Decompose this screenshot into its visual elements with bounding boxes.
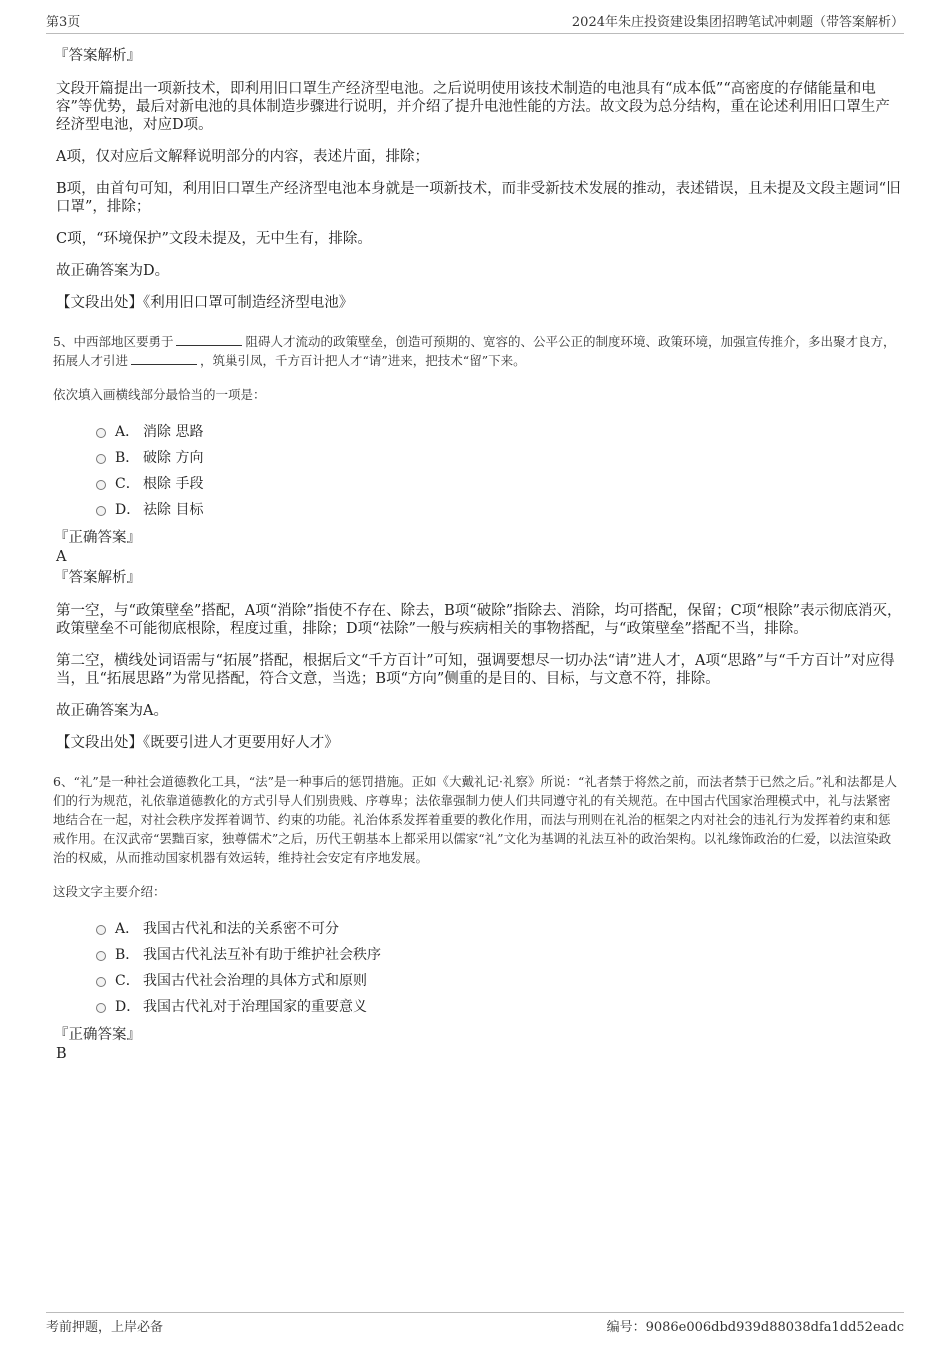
page-footer bbox=[46, 1312, 904, 1335]
q4-analysis-p5: 故正确答案为D。 bbox=[56, 263, 170, 279]
q6-answer-label: 『正确答案』 bbox=[54, 1027, 141, 1043]
radio-button[interactable] bbox=[96, 454, 106, 464]
q5-option-c[interactable]: C． 根除 手段 bbox=[96, 470, 902, 496]
radio-button[interactable] bbox=[96, 506, 106, 516]
q5-text-b: 阻碍人才流动的政策壁垒，创造可预期的、宽容的、公平公正的制度环境、政策环境，加强宣传推介，多出聚才良方，拓展人才引进 bbox=[53, 334, 896, 368]
document-id: 编号：9086e006dbd939d88038dfa1dd52eadc bbox=[606, 1320, 904, 1335]
q6-options bbox=[96, 915, 902, 1019]
q6-option-d[interactable]: D． 我国古代礼对于治理国家的重要意义 bbox=[96, 993, 902, 1019]
q5-blank-1 bbox=[176, 335, 242, 346]
q6-option-a[interactable]: A． 我国古代礼和法的关系密不可分 bbox=[96, 915, 902, 941]
q5-analysis-label: 『答案解析』 bbox=[54, 570, 141, 586]
q6-answer: B bbox=[56, 1046, 67, 1062]
q6-option-c[interactable]: C． 我国古代社会治理的具体方式和原则 bbox=[96, 967, 902, 993]
q5-option-a[interactable]: A． 消除 思路 bbox=[96, 418, 902, 444]
footer-slogan: 考前押题，上岸必备 bbox=[46, 1320, 164, 1335]
q5-option-d[interactable]: D． 祛除 目标 bbox=[96, 496, 902, 522]
q4-analysis-p2: A项，仅对应后文解释说明部分的内容，表述片面，排除； bbox=[56, 149, 429, 165]
q5-answer: A bbox=[56, 549, 67, 565]
q5-analysis-p3: 故正确答案为A。 bbox=[56, 703, 168, 719]
main-content bbox=[53, 46, 902, 1063]
radio-button[interactable] bbox=[96, 925, 106, 935]
radio-button[interactable] bbox=[96, 480, 106, 490]
q4-analysis-label: 『答案解析』 bbox=[54, 48, 141, 64]
page-header bbox=[46, 14, 904, 34]
q4-analysis-p3: B项，由首句可知，利用旧口罩生产经济型电池本身就是一项新技术，而非受新技术发展的推动，表述错误，且未提及文段主题词“旧口罩”，排除； bbox=[56, 181, 901, 215]
q5-question bbox=[53, 332, 902, 370]
radio-button[interactable] bbox=[96, 977, 106, 987]
q5-text-c: ，筑巢引凤，千方百计把人才“请”进来，把技术“留”下来。 bbox=[200, 353, 526, 368]
q5-analysis-p1: 第一空，与“政策壁垒”搭配，A项“消除”指使不存在、除去，B项“破除”指除去、消除，均可搭配，保留；C项“根除”表示彻底消灭，政策壁垒不可能彻底根除，程度过重，排除；D项“祛除”一般与疾病相关的事物搭配，与“政策壁垒”搭配不当，排除。 bbox=[56, 603, 902, 637]
q5-analysis-p2: 第二空，横线处词语需与“拓展”搭配，根据后文“千方百计”可知，强调要想尽一切办法“请”进人才，A项“思路”与“千方百计”对应得当，且“拓展思路”为常见搭配，符合文意，当选；B项“方向”侧重的是目的、目标，与文意不符，排除。 bbox=[56, 653, 895, 687]
q5-blank-2 bbox=[131, 354, 197, 365]
q4-analysis-p4: C项，“环境保护”文段未提及，无中生有，排除。 bbox=[56, 231, 372, 247]
radio-button[interactable] bbox=[96, 951, 106, 961]
q4-source: 【文段出处】《利用旧口罩可制造经济型电池》 bbox=[56, 295, 354, 311]
q5-options bbox=[96, 418, 902, 522]
q6-prompt: 这段文字主要介绍： bbox=[53, 884, 166, 899]
q5-prompt: 依次填入画横线部分最恰当的一项是： bbox=[53, 387, 266, 402]
q4-analysis-p1: 文段开篇提出一项新技术，即利用旧口罩生产经济型电池。之后说明使用该技术制造的电池具有“成本低”“高密度的存储能量和电容”等优势，最后对新电池的具体制造步骤进行说明，并介绍了提升电池性能的方法。故文段为总分结构，重在论述利用旧口罩生产经济型电池，对应D项。 bbox=[56, 81, 890, 133]
document-title: 2024年朱庄投资建设集团招聘笔试冲刺题（带答案解析） bbox=[571, 15, 904, 30]
q5-option-b[interactable]: B． 破除 方向 bbox=[96, 444, 902, 470]
page-number: 第3页 bbox=[46, 15, 81, 30]
q5-text-a: 5、中西部地区要勇于 bbox=[53, 334, 174, 349]
q5-source: 【文段出处】《既要引进人才更要用好人才》 bbox=[56, 735, 339, 751]
q6-question: 6、“礼”是一种社会道德教化工具，“法”是一种事后的惩罚措施。正如《大戴礼记·礼察》所说：“礼者禁于将然之前，而法者禁于已然之后。”礼和法都是人们的行为规范，礼依靠道德教化的方式引导人们别贵贱、序尊卑；法依靠强制力使人们共同遵守礼的有关规范。在中国古代国家治理模式中，礼与法紧密地结合在一起，对社会秩序发挥着调节、约束的功能。礼治体系发挥着重要的教化作用，而法与刑则在礼治的框架之内对社会的违礼行为发挥着约束和惩戒作用。在汉武帝“罢黜百家，独尊儒术”之后，历代王朝基本上都采用以儒家“礼”文化为基调的礼法互补的政治架构。以礼缘饰政治的仁爱，以法渲染政治的权威，从而推动国家机器有效运转，维持社会安定有序地发展。 bbox=[53, 774, 898, 865]
q6-option-b[interactable]: B． 我国古代礼法互补有助于维护社会秩序 bbox=[96, 941, 902, 967]
radio-button[interactable] bbox=[96, 428, 106, 438]
radio-button[interactable] bbox=[96, 1003, 106, 1013]
q5-answer-label: 『正确答案』 bbox=[54, 530, 141, 546]
